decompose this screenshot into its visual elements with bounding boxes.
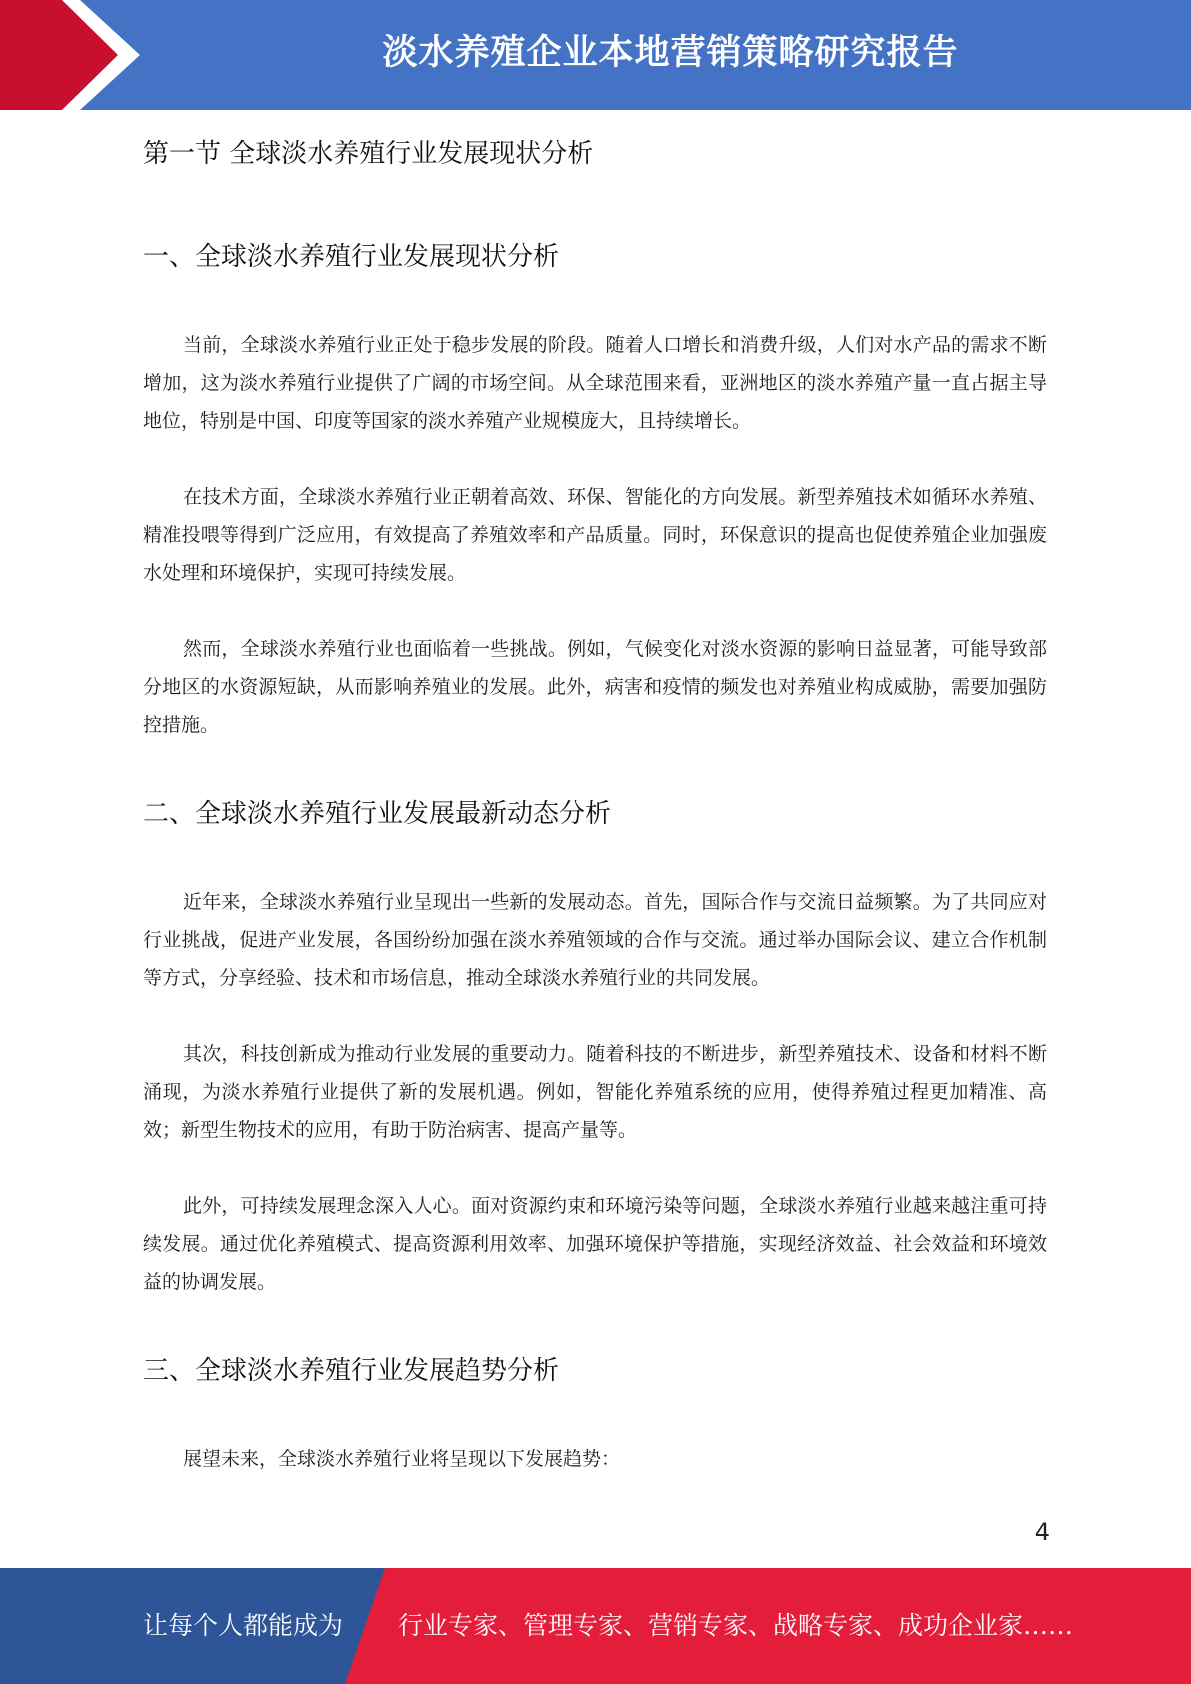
footer-slogan-left: 让每个人都能成为 (143, 1611, 344, 1640)
footer-banner (0, 1568, 1191, 1684)
section-1-paragraph-1: 当前，全球淡水养殖行业正处于稳步发展的阶段。随着人口增长和消费升级，人们对水产品的需求不断增加，这为淡水养殖行业提供了广阔的市场空间。从全球范围来看，亚洲地区的淡水养殖产量一直占据主导地位，特别是中国、印度等国家的淡水养殖产业规模庞大，且持续增长。 (143, 334, 1047, 432)
document-title: 淡水养殖企业本地营销策略研究报告 (382, 33, 959, 73)
page-number: 4 (1034, 1518, 1050, 1546)
section-3-paragraph-1: 展望未来，全球淡水养殖行业将呈现以下发展趋势： (183, 1448, 621, 1470)
section-title-2: 二、全球淡水养殖行业发展最新动态分析 (143, 799, 612, 829)
section-2-paragraph-2: 其次，科技创新成为推动行业发展的重要动力。随着科技的不断进步，新型养殖技术、设备和材料不断涌现，为淡水养殖行业提供了新的发展机遇。例如，智能化养殖系统的应用，使得养殖过程更加精准、高效；新型生物技术的应用，有助于防治病害、提高产量等。 (143, 1043, 1047, 1141)
section-1-paragraph-2: 在技术方面，全球淡水养殖行业正朝着高效、环保、智能化的方向发展。新型养殖技术如循环水养殖、精准投喂等得到广泛应用，有效提高了养殖效率和产品质量。同时，环保意识的提高也促使养殖企业加强废水处理和环境保护，实现可持续发展。 (143, 486, 1047, 584)
section-2-paragraph-1: 近年来，全球淡水养殖行业呈现出一些新的发展动态。首先，国际合作与交流日益频繁。为了共同应对行业挑战，促进产业发展，各国纷纷加强在淡水养殖领域的合作与交流。通过举办国际会议、建立合作机制等方式，分享经验、技术和市场信息，推动全球淡水养殖行业的共同发展。 (143, 891, 1047, 989)
section-2-paragraph-3: 此外，可持续发展理念深入人心。面对资源约束和环境污染等问题，全球淡水养殖行业越来越注重可持续发展。通过优化养殖模式、提高资源利用效率、加强环境保护等措施，实现经济效益、社会效益和环境效益的协调发展。 (143, 1195, 1047, 1293)
section-title-1: 一、全球淡水养殖行业发展现状分析 (143, 242, 560, 272)
section-title-3: 三、全球淡水养殖行业发展趋势分析 (143, 1356, 560, 1386)
header-chevron-decoration (0, 0, 150, 110)
footer-slogan-right: 行业专家、管理专家、营销专家、战略专家、成功企业家…… (398, 1611, 1074, 1640)
chapter-title: 第一节 全球淡水养殖行业发展现状分析 (143, 139, 594, 169)
header-banner (0, 0, 1191, 110)
section-1-paragraph-3: 然而，全球淡水养殖行业也面临着一些挑战。例如，气候变化对淡水资源的影响日益显著，可能导致部分地区的水资源短缺，从而影响养殖业的发展。此外，病害和疫情的频发也对养殖业构成威胁，需要加强防控措施。 (143, 638, 1047, 736)
